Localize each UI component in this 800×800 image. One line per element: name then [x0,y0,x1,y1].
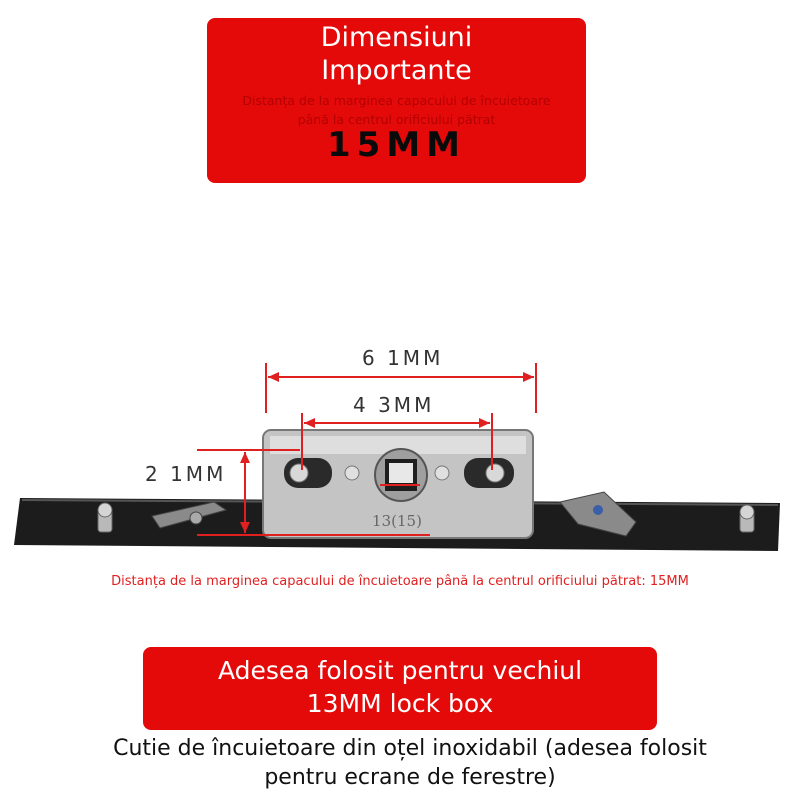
rivet-right [435,466,449,480]
banner-subtitle: Distanța de la marginea capacului de încuietoare până la centrul orificiului pătrat [242,93,551,127]
dim-21-arrow-top [240,452,250,463]
banner-measure: 15MM [327,125,466,165]
bottom-banner [143,647,657,730]
rivet-left [345,466,359,480]
lock-box-illustration [0,340,800,570]
top-banner [207,18,586,183]
dim-61-arrow-right [523,372,534,382]
dim-overall-width: 6 1MM [362,346,444,370]
caption: Distanța de la marginea capacului de încuietoare până la centrul orificiului pătrat: 15MM [111,574,689,589]
left-slot-rivet [290,464,308,482]
bottom-banner-line2: 13MM lock box [306,689,494,718]
lock-box-product [0,340,800,570]
footer-line2: pentru ecrane de ferestre) [264,765,556,790]
dim-height: 2 1MM [145,462,227,486]
footer-description [60,734,760,792]
left-screw-icon [190,512,202,524]
banner-title-line1: Dimensiuni [320,22,473,53]
banner-title-line2: Importante [321,55,472,86]
right-pin-head [740,505,754,519]
dim-43-arrow-left [304,418,315,428]
box-stamp: 13(15) [372,512,422,530]
left-pin-head [98,503,112,517]
bottom-banner-line1: Adesea folosit pentru vechiul [217,656,583,685]
footer-line1: Cutie de încuietoare din oțel inoxidabil (adesea folosit [113,736,707,761]
dim-43-arrow-right [479,418,490,428]
right-slot-rivet [486,464,504,482]
dim-hole-spacing: 4 3MM [353,393,435,417]
right-screw-icon [593,505,603,515]
dim-61-arrow-left [268,372,279,382]
square-hole-insert [389,463,413,483]
